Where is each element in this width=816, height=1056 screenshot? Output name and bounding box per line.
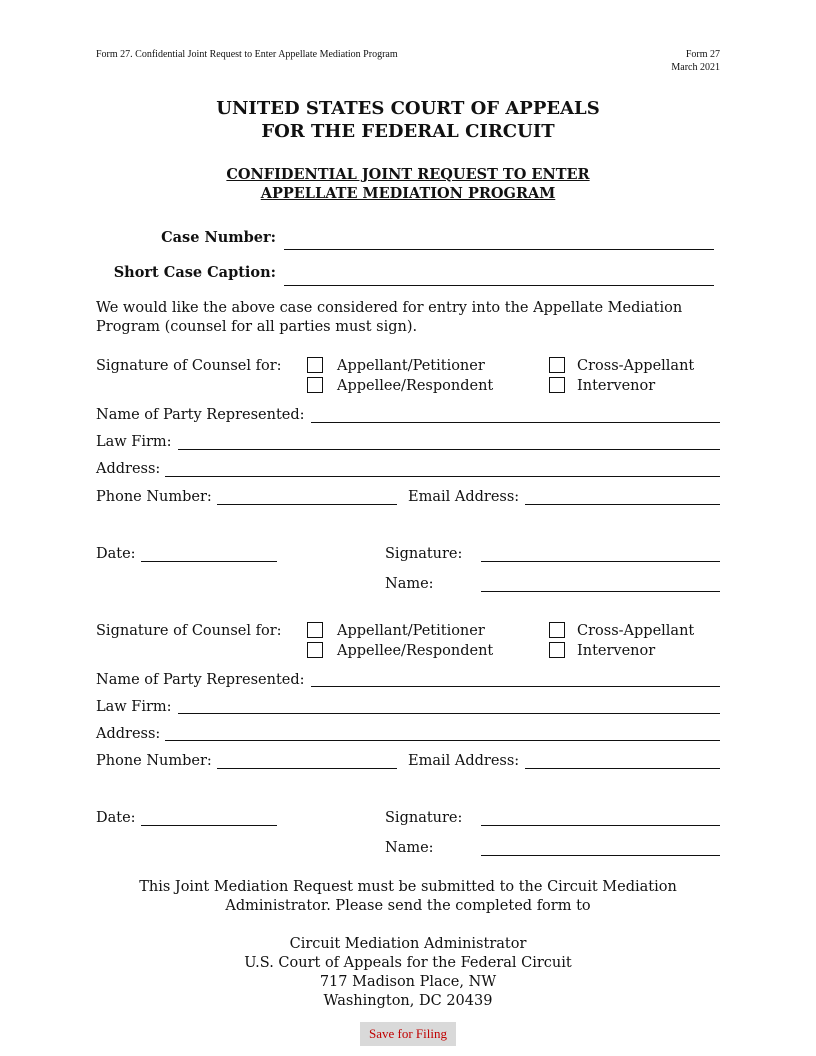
document-title-line2	[0, 184, 816, 203]
cross-appellant-label: Cross-Appellant	[577, 358, 695, 374]
court-name-line1: UNITED STATES COURT OF APPEALS	[216, 98, 600, 119]
party-represented-field[interactable]	[311, 686, 720, 687]
date-label: Date:	[96, 810, 136, 826]
instruction-line2: Administrator. Please send the completed form to	[225, 898, 591, 914]
date-field[interactable]	[141, 561, 277, 562]
case-number-label: Case Number:	[161, 229, 276, 246]
signature-label: Signature:	[385, 546, 463, 562]
intervenor-label: Intervenor	[577, 378, 656, 394]
address-field[interactable]	[165, 740, 720, 741]
party-represented-label: Name of Party Represented:	[96, 672, 305, 688]
name-label: Name:	[385, 840, 434, 856]
address-label: Address:	[96, 726, 161, 742]
phone-number-label: Phone Number:	[96, 753, 212, 769]
law-firm-label: Law Firm:	[96, 699, 172, 715]
intervenor-checkbox[interactable]	[549, 377, 565, 393]
party-represented-field[interactable]	[311, 422, 720, 423]
law-firm-field[interactable]	[178, 713, 720, 714]
signature-of-counsel-label: Signature of Counsel for:	[96, 358, 282, 374]
phone-number-field[interactable]	[217, 504, 397, 505]
intro-line1: We would like the above case considered for entry into the Appellate Mediation	[96, 300, 683, 316]
signature-field[interactable]	[481, 825, 720, 826]
name-field[interactable]	[481, 591, 720, 592]
form-number: Form 27	[685, 49, 720, 60]
appellant-petitioner-checkbox[interactable]	[307, 622, 323, 638]
appellant-petitioner-checkbox[interactable]	[307, 357, 323, 373]
signature-label: Signature:	[385, 810, 463, 826]
short-case-caption-field[interactable]	[284, 285, 714, 286]
law-firm-field[interactable]	[178, 449, 720, 450]
signature-field[interactable]	[481, 561, 720, 562]
cross-appellant-checkbox[interactable]	[549, 622, 565, 638]
phone-number-field[interactable]	[217, 768, 397, 769]
form-header-title: Form 27. Confidential Joint Request to Enter Appellate Mediation Program	[96, 49, 398, 60]
appellant-petitioner-label: Appellant/Petitioner	[337, 623, 485, 639]
email-address-label: Email Address:	[408, 489, 520, 505]
date-label: Date:	[96, 546, 136, 562]
cross-appellant-label: Cross-Appellant	[577, 623, 695, 639]
name-field[interactable]	[481, 855, 720, 856]
phone-number-label: Phone Number:	[96, 489, 212, 505]
email-address-field[interactable]	[525, 504, 720, 505]
email-address-label: Email Address:	[408, 753, 520, 769]
address-label: Address:	[96, 461, 161, 477]
mailing-address-line1: Circuit Mediation Administrator	[289, 936, 527, 952]
appellant-petitioner-label: Appellant/Petitioner	[337, 358, 485, 374]
mailing-address-line2: U.S. Court of Appeals for the Federal Circuit	[244, 955, 572, 971]
document-title-line1	[0, 165, 816, 184]
short-case-caption-label: Short Case Caption:	[113, 264, 276, 281]
date-field[interactable]	[141, 825, 277, 826]
mailing-address-line4: Washington, DC 20439	[323, 993, 493, 1009]
email-address-field[interactable]	[525, 768, 720, 769]
cross-appellant-checkbox[interactable]	[549, 357, 565, 373]
save-for-filing-button[interactable]: Save for Filing	[360, 1022, 456, 1046]
appellee-respondent-checkbox[interactable]	[307, 642, 323, 658]
document-title-line2-text: APPELLATE MEDIATION PROGRAM	[260, 185, 556, 202]
appellee-respondent-checkbox[interactable]	[307, 377, 323, 393]
address-field[interactable]	[165, 476, 720, 477]
name-label: Name:	[385, 576, 434, 592]
court-name-line2: FOR THE FEDERAL CIRCUIT	[261, 121, 555, 142]
intro-line2: Program (counsel for all parties must sign).	[96, 319, 418, 335]
law-firm-label: Law Firm:	[96, 434, 172, 450]
document-title-line1-text: CONFIDENTIAL JOINT REQUEST TO ENTER	[226, 166, 590, 183]
intervenor-checkbox[interactable]	[549, 642, 565, 658]
instruction-line1: This Joint Mediation Request must be submitted to the Circuit Mediation	[139, 879, 677, 895]
case-number-field[interactable]	[284, 249, 714, 250]
mailing-address-line3: 717 Madison Place, NW	[319, 974, 497, 990]
party-represented-label: Name of Party Represented:	[96, 407, 305, 423]
form-date: March 2021	[671, 62, 720, 73]
appellee-respondent-label: Appellee/Respondent	[337, 378, 494, 394]
appellee-respondent-label: Appellee/Respondent	[337, 643, 494, 659]
intervenor-label: Intervenor	[577, 643, 656, 659]
signature-of-counsel-label: Signature of Counsel for:	[96, 623, 282, 639]
